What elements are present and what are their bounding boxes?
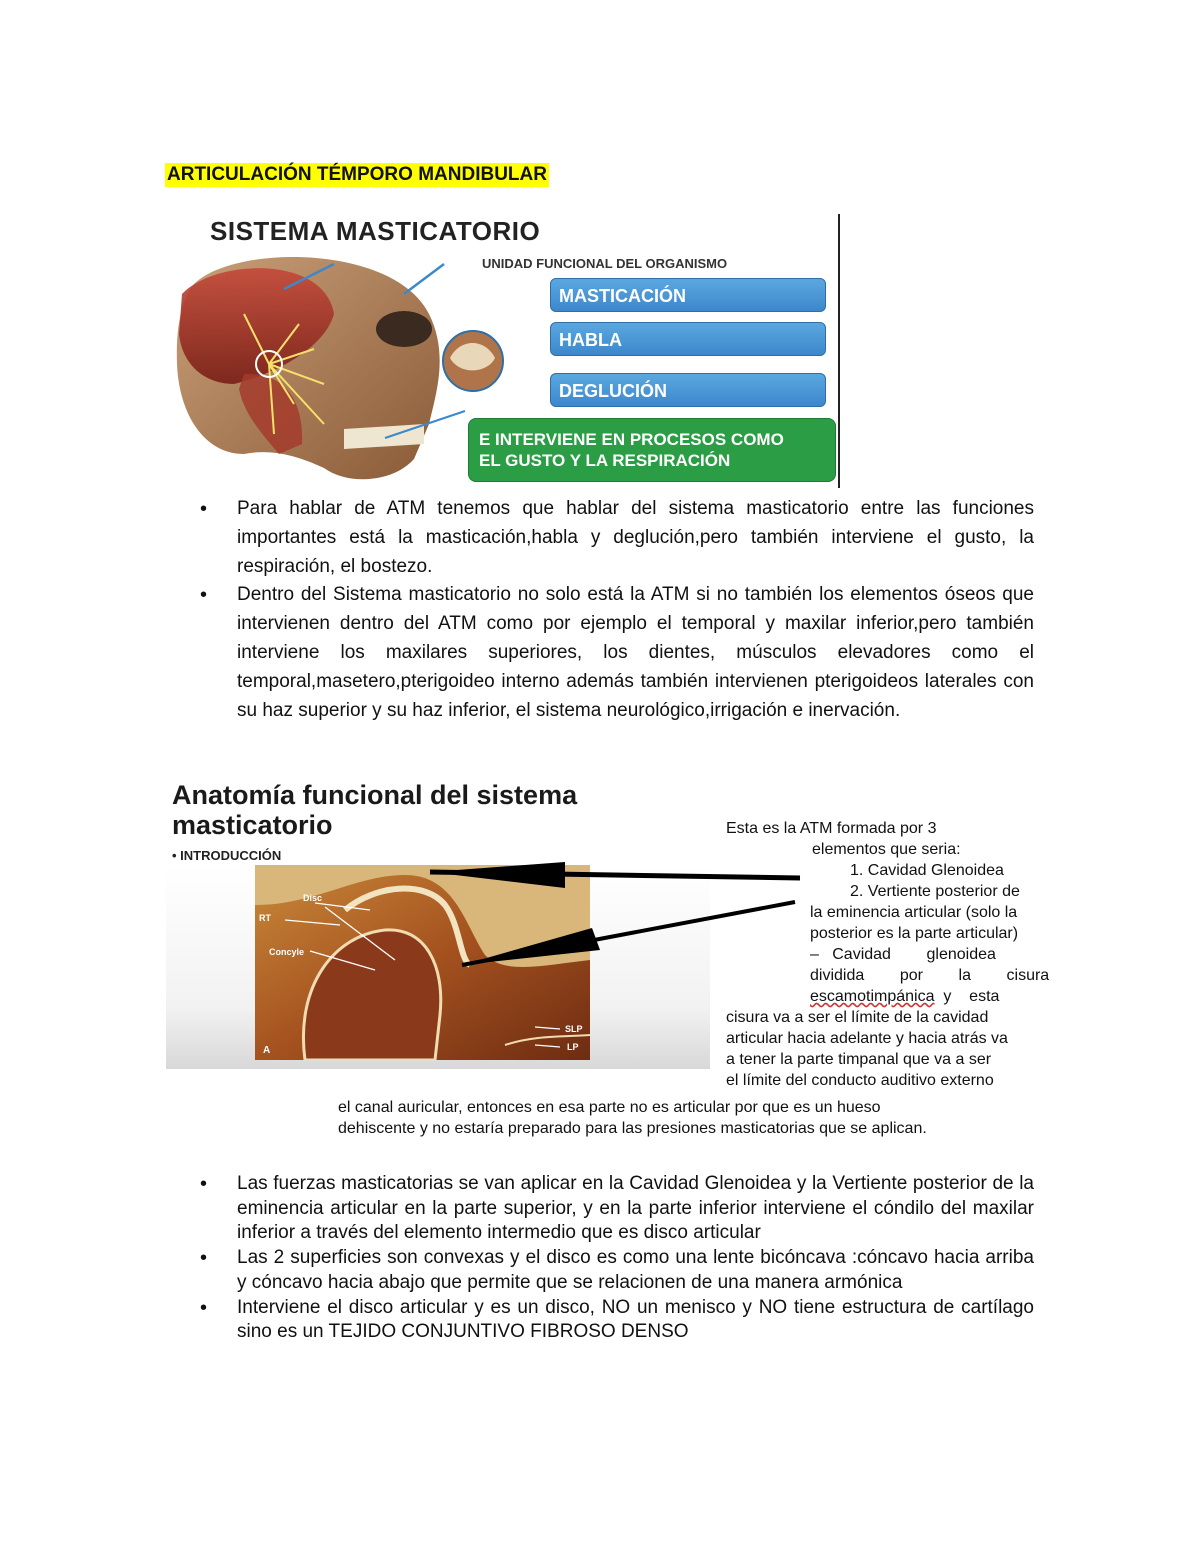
extra-line-2: EL GUSTO Y LA RESPIRACIÓN — [479, 451, 731, 470]
list-item: • Las fuerzas masticatorias se van aplicar en la Cavidad Glenoidea y la Vertiente posterior de la eminencia articular en la parte superior, y en la parte inferior interviene el cóndilo del maxilar inferior a través del elemento intermedio que es disco articular — [200, 1172, 1034, 1246]
atm-description — [726, 818, 1072, 1091]
desc-line: cisura va a ser el límite de la cavidad — [726, 1009, 989, 1026]
list-item: • Para hablar de ATM tenemos que hablar del sistema masticatorio entre las funciones importantes está la masticación,habla y deglución,pero también interviene el gusto, la respiración, el bostezo. — [200, 495, 1034, 581]
desc-line: – Cavidad glenoidea — [810, 946, 996, 963]
bullet-list-2 — [200, 1172, 1034, 1345]
atm-description-tail — [338, 1097, 1073, 1139]
document-title: ARTICULACIÓN TÉMPORO MANDIBULAR — [167, 164, 547, 185]
slide-sistema-masticatorio — [170, 208, 840, 488]
tmj-detail-circle — [440, 328, 506, 394]
desc-line: dehiscente y no estaría preparado para las presiones masticatorias que se aplican. — [338, 1120, 927, 1137]
desc-line: elementos que seria: — [812, 841, 961, 858]
slide2-title — [172, 780, 577, 840]
desc-line-rest: y esta — [934, 988, 1000, 1005]
slide2-title-line-1: Anatomía funcional del sistema — [172, 780, 578, 810]
function-masticacion: MASTICACIÓN — [550, 278, 826, 312]
desc-line: articular hacia adelante y hacia atrás va — [726, 1030, 1008, 1047]
slide2-intro: • INTRODUCCIÓN — [172, 848, 282, 863]
function-habla: HABLA — [550, 322, 826, 356]
slide1-subtitle: UNIDAD FUNCIONAL DEL ORGANISMO — [482, 256, 728, 271]
list-item: • Interviene el disco articular y es un disco, NO un menisco y NO tiene estructura de cartílago sino es un TEJIDO CONJUNTIVO FIBROSO DENSO — [200, 1296, 1034, 1345]
desc-line: el límite del conducto auditivo externo — [726, 1072, 994, 1089]
function-deglucion: DEGLUCIÓN — [550, 373, 826, 407]
desc-line: la eminencia articular (solo la — [810, 904, 1018, 921]
desc-line: posterior es la parte articular) — [810, 925, 1019, 942]
eye-orbit — [376, 311, 432, 347]
spellcheck-word: escamotimpánica — [810, 988, 935, 1005]
extra-processes-box — [468, 418, 836, 482]
pointer-line — [380, 403, 470, 443]
label-lp: LP — [567, 1042, 579, 1052]
desc-item-1: 1. Cavidad Glenoidea — [850, 862, 1004, 879]
desc-line: a tener la parte timpanal que va a ser — [726, 1051, 992, 1068]
bullet-list-1 — [200, 495, 1034, 725]
tmj-section-photo — [255, 865, 590, 1060]
slide2-title-line-2: masticatorio — [172, 810, 333, 840]
extra-line-1: E INTERVIENE EN PROCESOS COMO — [479, 430, 784, 449]
list-item: • Dentro del Sistema masticatorio no solo está la ATM si no también los elementos óseos que intervienen dentro del ATM como por ejemplo el temporal y maxilar inferior,pero también interviene los maxilares superiores, los dientes, músculos elevadores como el temporal,masetero,pterigoideo interno además también intervienen pterigoideos laterales con su haz superior y su haz inferior, el sistema neurológico,irrigación e inervación. — [200, 581, 1034, 725]
desc-line: Esta es la ATM formada por 3 — [726, 820, 937, 837]
label-condyle: Concyle — [269, 947, 305, 957]
desc-line: dividida por la cisura — [810, 967, 1050, 984]
slide1-title: SISTEMA MASTICATORIO — [210, 216, 541, 246]
desc-line: el canal auricular, entonces en esa parte no es articular por que es un hueso — [338, 1099, 881, 1116]
list-item: • Las 2 superficies son convexas y el disco es como una lente bicóncava :cóncavo hacia arriba y cóncavo hacia abajo que permite que se relacionen de una manera armónica — [200, 1246, 1034, 1295]
label-disc: Disc — [303, 893, 323, 903]
desc-line — [726, 986, 1072, 1007]
label-a: A — [263, 1045, 271, 1056]
label-slp: SLP — [565, 1024, 583, 1034]
label-rt: RT — [259, 913, 271, 923]
slide1-divider — [838, 214, 840, 488]
desc-item-2: 2. Vertiente posterior de — [850, 883, 1020, 900]
